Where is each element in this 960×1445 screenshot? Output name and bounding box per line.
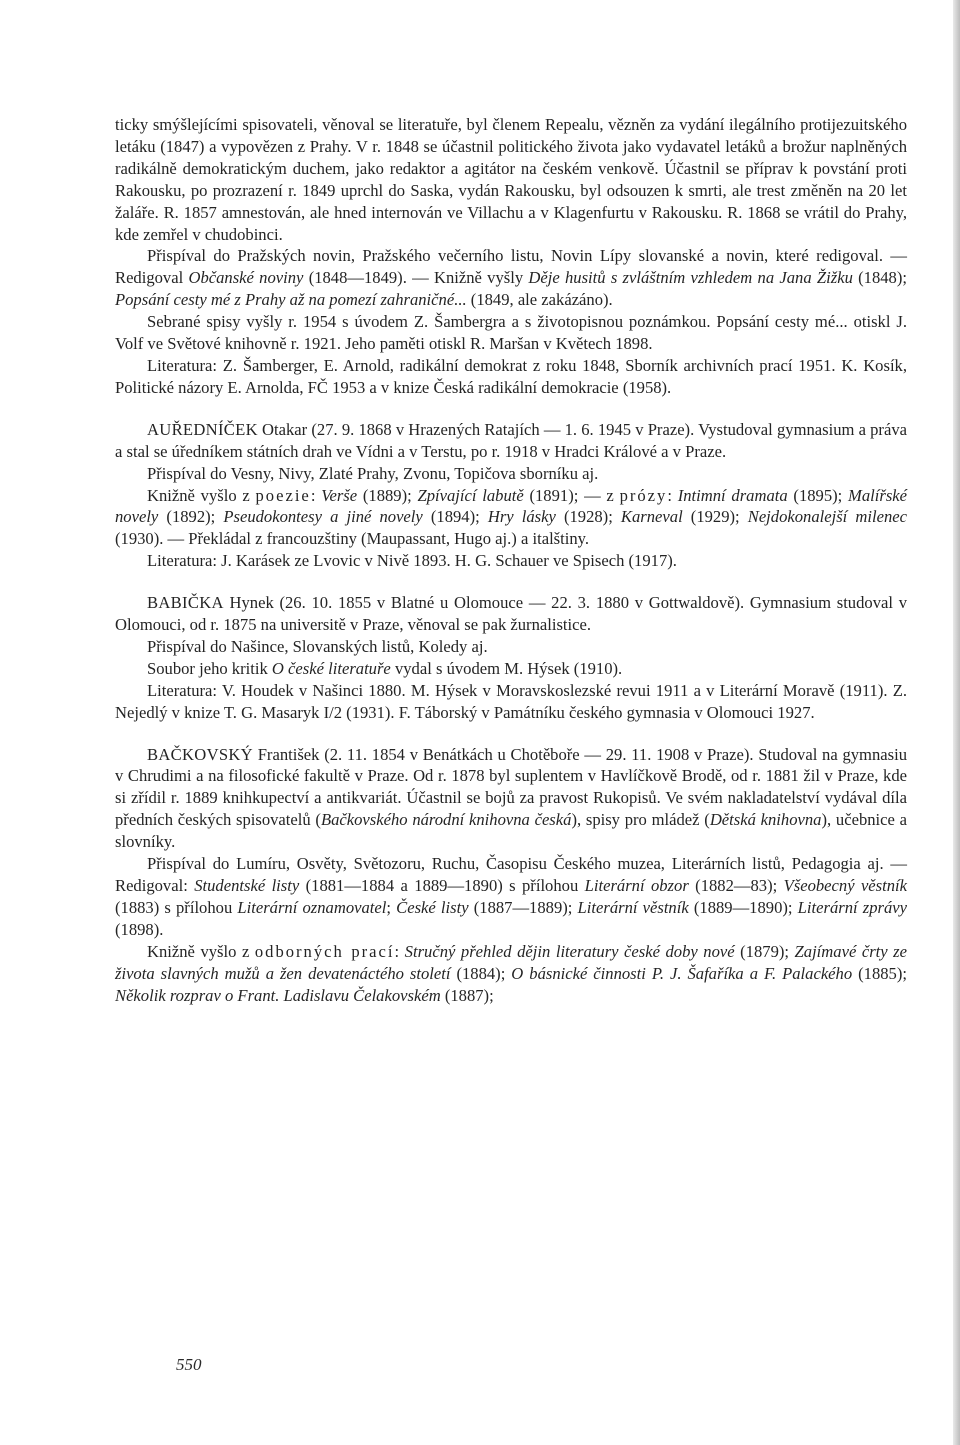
entry-paragraph — [115, 744, 907, 854]
italic-title: Karneval — [620, 507, 683, 527]
italic-title: Literární zprávy — [797, 897, 908, 917]
italic-title: Intimní dramata — [677, 485, 788, 505]
text-run: (1892); — [158, 507, 224, 527]
text-run: (1930). — Překládal z francouzštiny (Maupassant, Hugo aj.) a italštiny. — [115, 529, 590, 549]
text-run: ), učebnice a slovníky. — [115, 810, 907, 852]
italic-title: Bačkovského národní knihovna česká — [320, 810, 572, 830]
body-paragraph — [115, 114, 907, 245]
body-paragraph — [115, 853, 907, 941]
italic-title: Popsání cesty mé z Prahy až na pomezí zahraničné... — [115, 290, 467, 310]
text-run: Soubor jeho kritik — [147, 658, 272, 678]
text-run: (1894); — [422, 507, 488, 527]
text-run: (1898). — [115, 919, 164, 939]
text-run: (1889); — [357, 485, 418, 505]
body-paragraph — [115, 658, 907, 680]
text-run: vydal s úvodem M. Hýsek (1910). — [390, 658, 623, 678]
body-paragraph — [115, 311, 907, 355]
body-paragraph — [115, 636, 907, 658]
body-paragraph — [115, 355, 907, 399]
italic-title: Malířské novely — [115, 485, 908, 527]
text-run: Přispíval do Vesny, Nivy, Zlaté Prahy, Zvonu, Topičova sborníku aj. — [147, 463, 599, 483]
italic-title: Hry lásky — [487, 507, 556, 527]
body-paragraph — [115, 485, 907, 551]
text-run: Přispíval do Našince, Slovanských listů, Koledy aj. — [147, 636, 488, 656]
italic-title: Literární věstník — [577, 897, 689, 917]
italic-title: Pseudokontesy a jiné novely — [223, 507, 423, 527]
body-paragraph — [115, 463, 907, 485]
text-run: ), spisy pro mládež ( — [571, 810, 710, 830]
italic-title: Studentské listy — [194, 876, 300, 895]
text-run: (1889—1890); — [688, 897, 798, 917]
text-run: Přispíval do Lumíru, Osvěty, Světozoru, Ruchu, Časopisu Českého muzea, Literárních listů, Pedagogia aj. — Redigoval: — [115, 854, 907, 895]
italic-title: Občanské noviny — [188, 268, 304, 288]
italic-title: Zajímavé črty ze života slavných mužů a žen devatenáctého století — [115, 941, 907, 983]
text-run: Knižně vyšlo z — [147, 941, 255, 961]
entry-paragraph — [115, 592, 907, 636]
text-run: Literatura: V. Houdek v Našinci 1880. M. Hýsek v Moravskoslezské revui 1911 a v Literární Moravě (1911). Z. Nejedlý v knize T. G. Masaryk I/2 (1931). F. Táborský v Památníku českého gymnasia v Olomouci 1927. — [115, 680, 907, 722]
italic-title: Stručný přehled dějin literatury české doby nové — [404, 941, 735, 961]
italic-title: Literární obzor — [584, 876, 689, 895]
text-run: Přispíval do Pražských novin, Pražského večerního listu, Novin Lípy slovanské a novin, které redigoval. — Redigoval — [115, 246, 907, 288]
italic-title: Děje husitů s zvláštním vzhledem na Jana Žižku — [528, 268, 853, 288]
scan-edge — [953, 0, 960, 1445]
italic-title: České listy — [396, 897, 469, 917]
italic-title: Literární oznamovatel — [237, 897, 387, 917]
italic-title: Všeobecný věstník — [783, 876, 908, 895]
spaced-emphasis: prózy — [619, 485, 668, 505]
spaced-emphasis: odborných prací — [254, 941, 395, 961]
text-run: Otakar (27. 9. 1868 v Hrazených Ratajích — 1. 6. 1945 v Praze). Vystudoval gymnasium a práva a stal se úředníkem státních drah ve Vídni a v Terstu, po r. 1918 v Hradci Králové a v Praze. — [115, 419, 907, 461]
text-run: Knižně vyšlo z — [147, 485, 256, 505]
page-body-text — [115, 114, 907, 1006]
text-run: (1887); — [440, 985, 494, 1005]
italic-title: Zpívající labutě — [417, 485, 524, 505]
text-run: Sebrané spisy vyšly r. 1954 s úvodem Z. Šambergra a s životopisnou poznámkou. Popsání cesty mé... otiskl J. Volf ve Světové knihovně r. 1921. Jeho paměti otiskl R. Maršan v Květech 1898. — [115, 312, 907, 354]
entry-headword: BAČKOVSKÝ — [147, 744, 253, 764]
text-run: Literatura: J. Karásek ze Lvovic v Nivě 1893. H. G. Schauer ve Spisech (1917). — [147, 551, 677, 571]
text-run: Hynek (26. 10. 1855 v Blatné u Olomouce — 22. 3. 1880 v Gottwaldově). Gymnasium studoval v Olomouci, od r. 1875 na universitě v Praze, věnoval se pak žurnalistice. — [115, 593, 907, 635]
body-paragraph — [115, 680, 907, 724]
text-run: (1929); — [682, 507, 748, 527]
text-run: (1884); — [450, 963, 512, 983]
text-run: (1879); — [734, 941, 795, 961]
text-run: František (2. 11. 1854 v Benátkách u Chotěboře — 29. 11. 1908 v Praze). Studoval na gymnasiu v Chrudimi a na filosofické fakultě v Praze. Od r. 1878 byl suplentem v Havlíčkově Brodě, od r. 1881 žil v Praze, kde si zřídil r. 1889 knihkupectví a antikvariát. Účastnil se bojů za pravost Rukopisů. Ve svém nakladatelství vydával díla předních českých spisovatelů ( — [115, 744, 907, 830]
text-run: : — [667, 485, 678, 505]
text-run: (1848—1849). — Knižně vyšly — [303, 268, 529, 288]
text-run: ticky smýšlejícími spisovateli, věnoval se literatuře, byl členem Repealu, vězněn za vydání ilegálního protijezuitského letáku (1847) a vypovězen z Prahy. V r. 1848 se účastnil politického života jako vydavatel letáků a brožur naplněných radikálně demokratickým duchem, jako redaktor a agitátor na českém venkově. Účastnil se příprav k povstání proti Rakousku, po prozrazení r. 1849 uprchl do Saska, vydán Rakousku, byl odsouzen k smrti, ale trest změněn na 20 let žaláře. R. 1857 amnestován, ale hned internován ve Villachu a v Klagenfurtu v Rakousku. R. 1868 se vrátil do Prahy, kde zemřel v chudobinci. — [115, 115, 907, 244]
text-run: (1928); — [555, 507, 621, 527]
entry-paragraph — [115, 419, 907, 463]
italic-title: Nejdokonalejší milenec — [747, 507, 907, 527]
body-paragraph — [115, 941, 907, 1007]
text-run: : — [394, 941, 405, 961]
body-paragraph — [115, 245, 907, 311]
text-run: : — [310, 485, 322, 505]
italic-title: Několik rozprav o Frant. Ladislavu Čelakovském — [115, 985, 441, 1005]
text-run: (1848); — [852, 268, 907, 288]
text-run: ; — [386, 897, 397, 917]
page-number: 550 — [176, 1355, 202, 1374]
spaced-emphasis: poezie — [255, 485, 311, 505]
text-run: (1891); — z — [523, 485, 620, 505]
entry-headword: AUŘEDNÍČEK — [147, 419, 258, 439]
text-run: (1887—1889); — [468, 897, 578, 917]
text-run: (1881—1884 a 1889—1890) s přílohou — [299, 876, 585, 895]
text-run: (1882—83); — [688, 876, 784, 895]
text-run: (1849, ale zakázáno). — [466, 290, 613, 310]
text-run: (1895); — [787, 485, 849, 505]
italic-title: O básnické činnosti P. J. Šafaříka a F. Palackého — [511, 963, 853, 983]
entry-headword: BABIČKA — [147, 593, 224, 613]
text-run: (1885); — [852, 963, 907, 983]
italic-title: O české literatuře — [271, 658, 391, 678]
body-paragraph — [115, 550, 907, 572]
text-run: (1883) s přílohou — [115, 897, 238, 917]
italic-title: Dětská knihovna — [709, 810, 822, 830]
text-run: Literatura: Z. Šamberger, E. Arnold, radikální demokrat z roku 1848, Sborník archivních prací 1951. K. Kosík, Politické názory E. Arnolda, FČ 1953 a v knize Česká radikální demokracie (1958). — [115, 355, 907, 397]
italic-title: Verše — [321, 485, 358, 505]
